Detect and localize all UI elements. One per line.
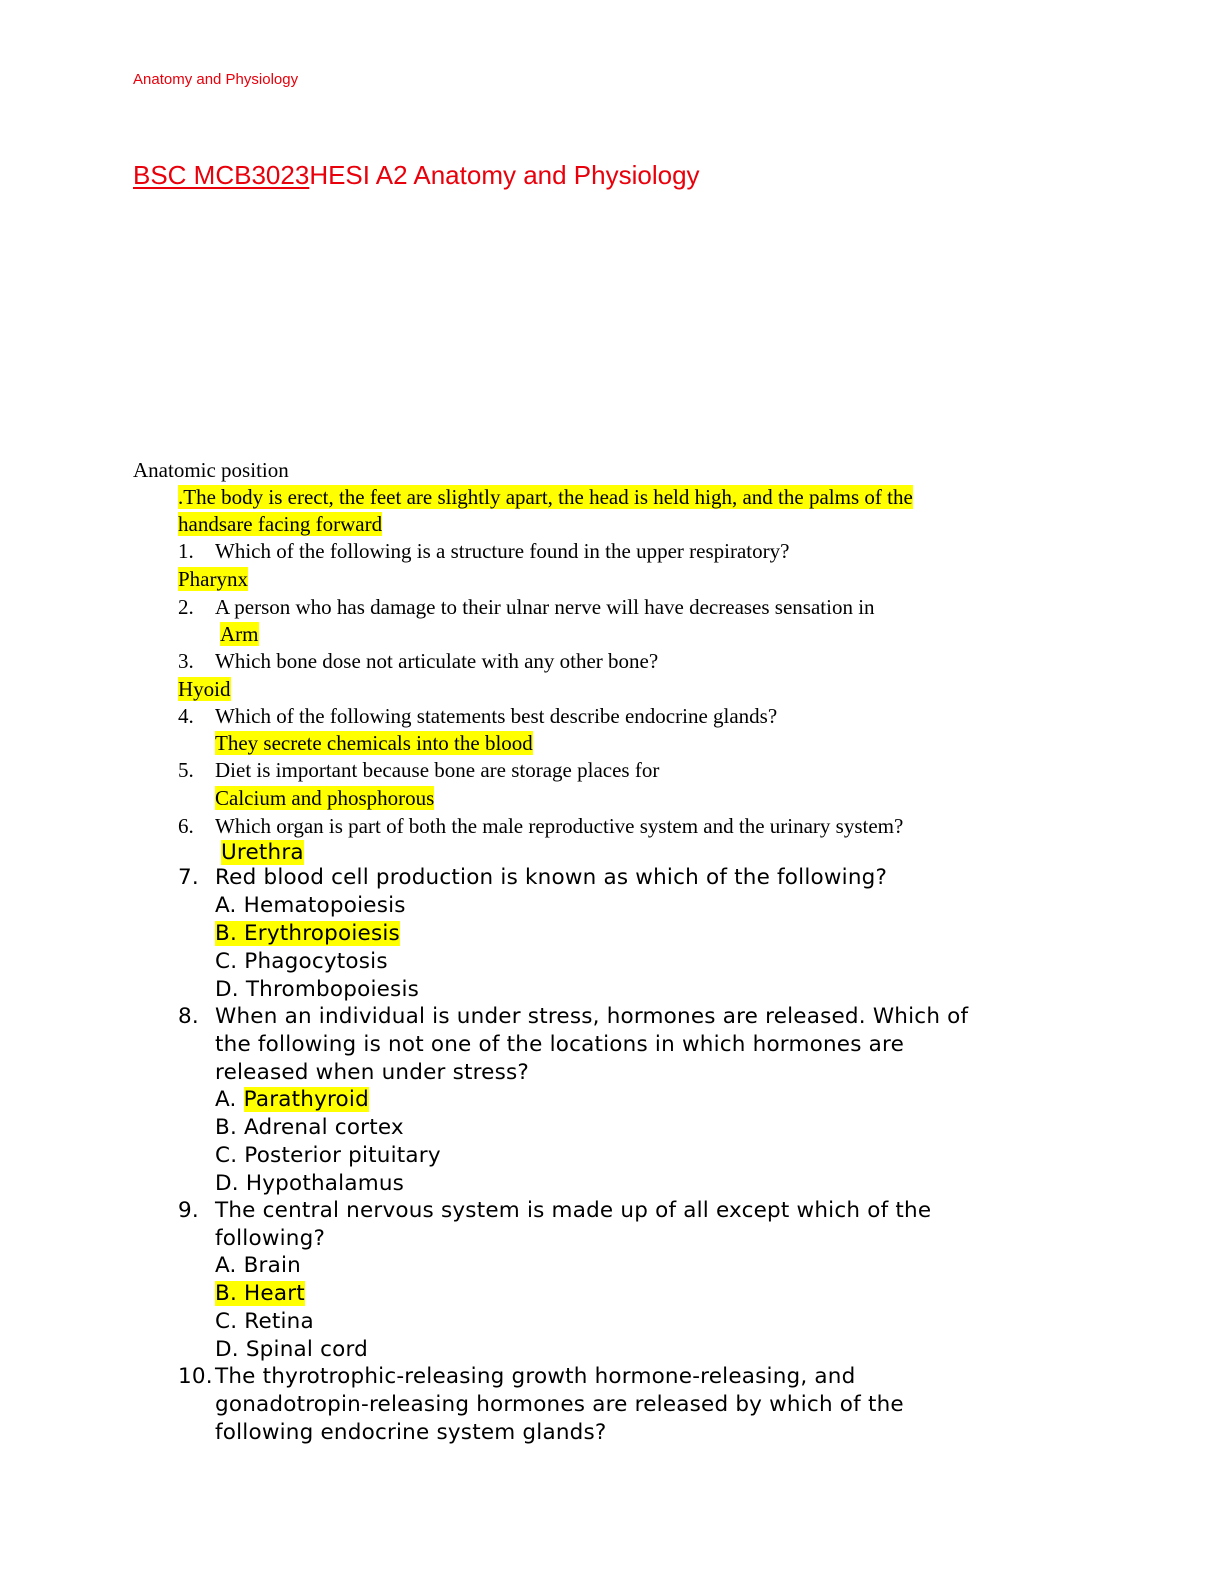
question-8-line-2: the following is not one of the locations in which hormones are	[215, 1032, 905, 1057]
question-9-line-2: following?	[215, 1226, 326, 1251]
option-text: Hypothalamus	[245, 1171, 405, 1196]
option-text: Parathyroid	[243, 1087, 369, 1112]
question-number: 9.	[178, 1198, 199, 1223]
option-7a: A. Hematopoiesis	[215, 893, 406, 918]
option-text: B. Heart	[215, 1281, 305, 1306]
question-number: 8.	[178, 1004, 199, 1029]
option-8b	[215, 1114, 404, 1142]
option-8a	[215, 1086, 369, 1114]
answer-text: Hyoid	[178, 677, 231, 701]
option-9c: C. Retina	[215, 1309, 314, 1334]
option-7c: C. Phagocytosis	[215, 949, 388, 974]
option-8d	[215, 1170, 404, 1198]
definition-line-2-text: handsare facing forward	[178, 512, 383, 536]
answer-text: Urethra	[221, 840, 304, 865]
question-8-line-3: released when under stress?	[215, 1060, 530, 1085]
section-heading: Anatomic position	[133, 458, 289, 482]
question-text: Which bone dose not articulate with any other bone?	[215, 649, 659, 673]
course-code: BSC MCB3023	[133, 160, 310, 190]
question-text: Red blood cell production is known as which of the following?	[215, 865, 888, 890]
answer-text: Pharynx	[178, 567, 248, 591]
running-header: Anatomy and Physiology	[133, 71, 299, 88]
answer-text: Calcium and phosphorous	[215, 786, 435, 810]
question-text: Which organ is part of both the male reproductive system and the urinary system?	[215, 814, 904, 838]
option-9a: A. Brain	[215, 1253, 301, 1278]
answer-6	[221, 839, 304, 867]
question-10-line-2: gonadotropin-releasing hormones are released by which of the	[215, 1392, 904, 1417]
question-text: A person who has damage to their ulnar nerve will have decreases sensation in	[215, 595, 875, 619]
option-letter: A.	[215, 1087, 237, 1112]
option-7b	[215, 920, 400, 948]
answer-text: Arm	[220, 622, 259, 646]
answer-1	[178, 565, 248, 593]
option-letter: D.	[215, 1171, 239, 1196]
option-9d: D. Spinal cord	[215, 1337, 368, 1362]
question-text: Which of the following statements best describe endocrine glands?	[215, 704, 778, 728]
document-title	[133, 160, 700, 191]
question-text: When an individual is under stress, hormones are released. Which of	[215, 1004, 969, 1029]
answer-5	[215, 784, 434, 812]
question-number: 4.	[178, 704, 194, 728]
question-number: 3.	[178, 649, 194, 673]
option-letter: C.	[215, 1143, 238, 1168]
definition-line-1	[178, 483, 913, 511]
question-text: The central nervous system is made up of all except which of the	[215, 1198, 932, 1223]
option-text: Adrenal cortex	[244, 1115, 404, 1140]
option-text: B. Erythropoiesis	[215, 921, 400, 946]
option-text: Posterior pituitary	[244, 1143, 441, 1168]
definition-line-2	[178, 510, 382, 538]
answer-3	[178, 675, 231, 703]
question-number: 5.	[178, 758, 194, 782]
question-number: 10.	[178, 1364, 213, 1389]
question-number: 2.	[178, 595, 194, 619]
option-7d: D. Thrombopoiesis	[215, 977, 420, 1002]
question-text: Which of the following is a structure found in the upper respiratory?	[215, 539, 790, 563]
question-number: 1.	[178, 539, 194, 563]
question-text: The thyrotrophic-releasing growth hormone-releasing, and	[215, 1364, 856, 1389]
question-text: Diet is important because bone are storage places for	[215, 758, 660, 782]
question-number: 6.	[178, 814, 194, 838]
question-10-line-3: following endocrine system glands?	[215, 1420, 607, 1445]
answer-text: They secrete chemicals into the blood	[215, 731, 533, 755]
option-8c	[215, 1142, 441, 1170]
answer-4	[215, 729, 533, 757]
option-9b	[215, 1280, 305, 1308]
option-letter: B.	[215, 1115, 237, 1140]
answer-2	[220, 620, 259, 648]
title-text: HESI A2 Anatomy and Physiology	[309, 160, 700, 190]
question-number: 7.	[178, 865, 199, 890]
definition-line-1-text: .The body is erect, the feet are slightly apart, the head is held high, and the palms of the	[178, 485, 913, 509]
